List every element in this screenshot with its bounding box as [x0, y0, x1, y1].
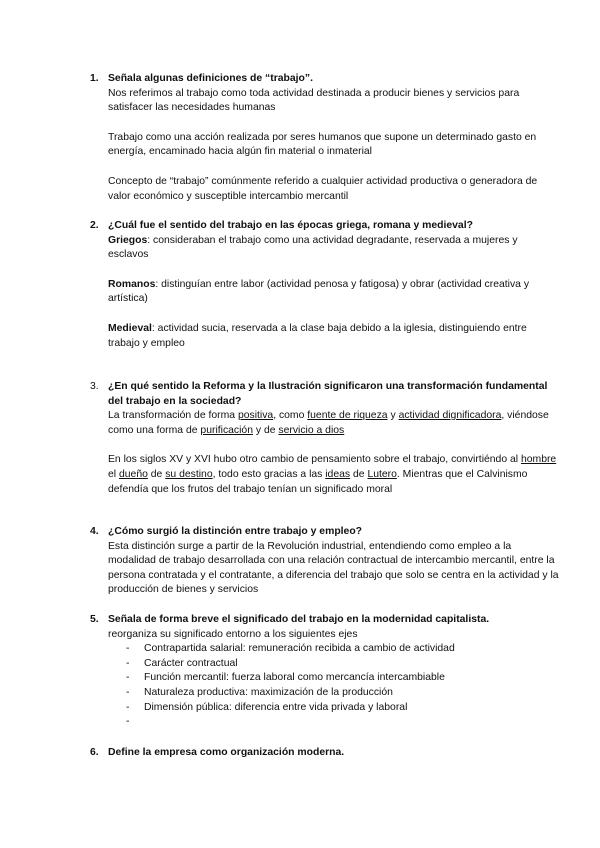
term-text: : actividad sucia, reservada a la clase baja debido a la iglesia, distinguiendo entre trabajo y empleo — [108, 322, 527, 349]
question-number: 6. — [90, 747, 99, 758]
text-run: . Mientras que el Calvinismo defendía que los frutos del trabajo tenían un significado moral — [108, 468, 528, 495]
question-title: ¿Cómo surgió la distinción entre trabajo y empleo? — [108, 526, 363, 537]
question-2 — [90, 219, 560, 351]
answer-paragraph — [108, 278, 560, 307]
text-run: de — [350, 468, 368, 480]
answer-paragraph — [108, 234, 560, 263]
underlined-term: Lutero — [367, 468, 397, 480]
answer-paragraph: Esta distinción surge a partir de la Revolución industrial, entendiendo como empleo a la modalidad de trabajo desarrollada con una relación contractual de intercambio mercantil, entre la persona contratada y el contratante, a diferencia del trabajo que solo se centra en la actividad y la producción de bienes y servicios — [108, 540, 559, 596]
question-4 — [90, 525, 560, 598]
underlined-term: positiva — [237, 410, 274, 422]
term-text: : distinguían entre labor (actividad penosa y fatigosa) y obrar (actividad creativa y artística) — [108, 278, 530, 305]
question-6 — [90, 746, 560, 761]
term-text: : consideraban el trabajo como una actividad degradante, reservada a mujeres y esclavos — [108, 234, 518, 261]
term-label: Romanos — [108, 278, 156, 290]
text-run: , todo esto gracias a las — [212, 468, 326, 480]
answer-paragraph: Trabajo como una acción realizada por seres humanos que supone un determinado gasto en energía, encaminado hacia algún fin material o inmaterial — [108, 131, 537, 158]
underlined-term: ideas — [325, 468, 351, 480]
list-item: - Función mercantil: fuerza laboral como mercancía intercambiable — [108, 671, 560, 686]
text-run: y de — [252, 424, 279, 436]
answer-paragraph: Nos referimos al trabajo como toda actividad destinada a producir bienes y servicios para satisfacer las necesidades humanas — [108, 87, 520, 114]
question-title: Define la empresa como organización moderna. — [108, 747, 345, 758]
underlined-term: servicio a dios — [278, 424, 345, 436]
underlined-term: actividad dignificadora — [398, 410, 502, 422]
answer-paragraph — [108, 453, 560, 497]
question-title: ¿En qué sentido la Reforma y la Ilustración significaron una transformación fundamental del trabajo en la sociedad? — [108, 381, 548, 407]
list-item: - Contrapartida salarial: remuneración recibida a cambio de actividad — [108, 642, 560, 657]
underlined-term: purificación — [200, 424, 253, 436]
list-item: - Naturaleza productiva: maximización de la producción — [108, 686, 560, 701]
text-run: y — [387, 410, 399, 422]
question-number: 5. — [90, 614, 99, 625]
question-3 — [90, 380, 560, 497]
answer-intro: reorganiza su significado entorno a los siguientes ejes — [108, 628, 358, 640]
answer-paragraph — [108, 409, 560, 438]
question-title: Señala de forma breve el significado del trabajo en la modernidad capitalista. — [108, 614, 490, 625]
text-run: En los siglos XV y XVI hubo otro cambio de pensamiento sobre el trabajo, convirtiéndo al — [108, 454, 521, 466]
question-title: Señala algunas definiciones de “trabajo”. — [108, 73, 313, 84]
question-title: ¿Cuál fue el sentido del trabajo en las épocas griega, romana y medieval? — [108, 220, 473, 231]
text-run: de — [147, 468, 166, 480]
question-5 — [90, 613, 560, 715]
question-number: 2. — [90, 220, 99, 231]
text-run: La transformación de forma — [108, 410, 238, 422]
question-number: 3. — [90, 381, 99, 392]
question-number: 4. — [90, 526, 99, 537]
underlined-term: fuente de riqueza — [307, 410, 388, 422]
underlined-term: dueño — [118, 468, 148, 480]
answer-paragraph — [108, 322, 560, 351]
list-item: - Dimensión pública: diferencia entre vida privada y laboral — [108, 701, 560, 716]
text-run: , viéndose como una forma de — [108, 410, 549, 436]
axes-list — [108, 642, 560, 715]
list-item: - Carácter contractual — [108, 657, 560, 672]
text-run: el — [108, 468, 119, 480]
answer-paragraph: Concepto de “trabajo” comúnmente referido a cualquier actividad productiva o generadora de valor económico y susceptible intercambio mercantil — [108, 175, 538, 202]
term-label: Griegos — [108, 234, 148, 246]
question-1 — [90, 72, 560, 204]
underlined-term: su destino — [165, 468, 213, 480]
underlined-term: hombre — [520, 454, 557, 466]
question-number: 1. — [90, 73, 99, 84]
term-label: Medieval — [108, 322, 152, 334]
text-run: , como — [273, 410, 308, 422]
